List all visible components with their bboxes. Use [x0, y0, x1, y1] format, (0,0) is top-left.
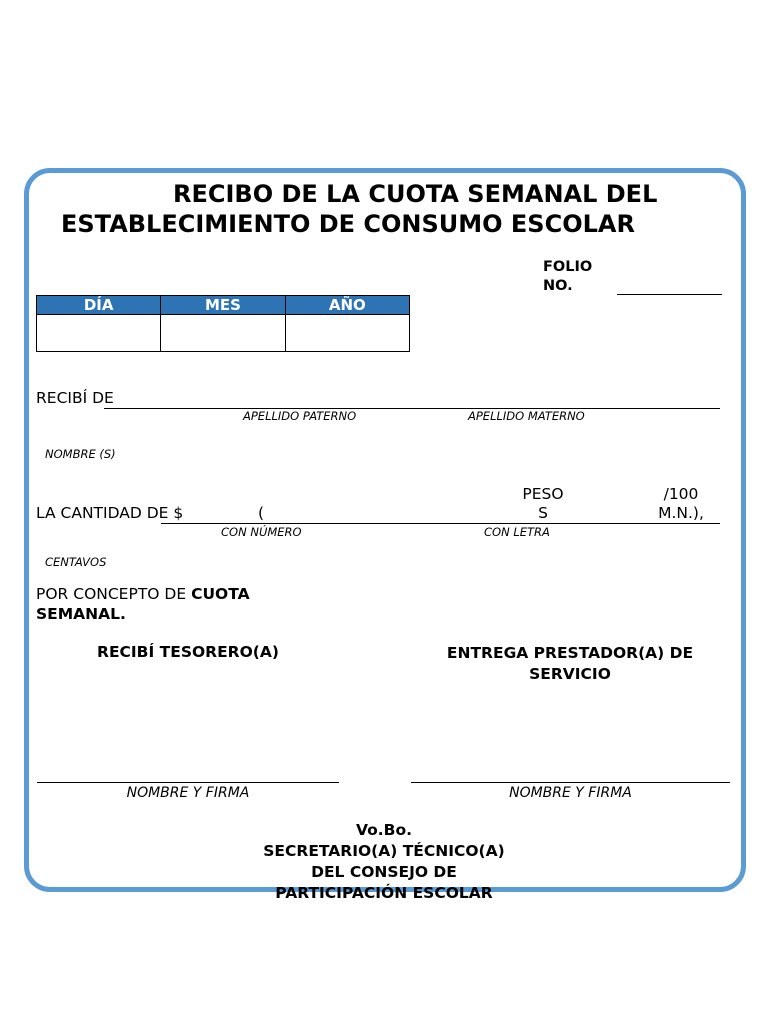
sig-right-heading [410, 643, 730, 685]
title-line-1: RECIBO DE LA CUOTA SEMANAL DEL [173, 180, 658, 208]
caption-con-numero: CON NÚMERO [221, 525, 302, 539]
amount-cents-line-1: /100 [663, 485, 699, 503]
sig-left-caption: NOMBRE Y FIRMA [126, 785, 250, 801]
sig-right-heading-line-1: ENTREGA PRESTADOR(A) DE [446, 644, 694, 662]
folio-line[interactable] [617, 294, 722, 295]
sig-right-heading-line-2: SERVICIO [529, 665, 611, 683]
sig-right-caption: NOMBRE Y FIRMA [509, 785, 632, 801]
amount-cents-label [650, 485, 712, 523]
folio-label-line-1: FOLIO [543, 259, 593, 275]
concept-bold-2: SEMANAL. [36, 605, 126, 623]
amount-line[interactable] [161, 523, 720, 524]
date-header-year: AÑO [285, 296, 409, 315]
vobo-line-4: PARTICIPACIÓN ESCOLAR [275, 884, 493, 902]
receipt-frame [24, 168, 746, 892]
date-cell-month[interactable] [161, 315, 285, 352]
vobo-line-3: DEL CONSEJO DE [311, 863, 457, 881]
received-from-label: RECIBÍ DE [36, 389, 114, 407]
date-table [36, 295, 410, 352]
title-line-2: ESTABLECIMIENTO DE CONSUMO ESCOLAR [61, 210, 635, 238]
caption-centavos: CENTAVOS [45, 555, 107, 569]
date-header-month: MES [161, 296, 285, 315]
caption-nombre: NOMBRE (S) [45, 447, 116, 461]
date-cell-day[interactable] [37, 315, 161, 352]
caption-apellido-materno: APELLIDO MATERNO [468, 409, 585, 423]
sig-left-line[interactable] [37, 782, 339, 783]
concept-bold-1: CUOTA [191, 585, 250, 603]
sig-right-line[interactable] [411, 782, 730, 783]
date-header-day: DÍA [37, 296, 161, 315]
concept-prefix: POR CONCEPTO DE [36, 585, 192, 603]
folio-label-line-2: NO. [543, 278, 573, 294]
amount-pesos-line-2: S [538, 504, 548, 522]
vobo-block [184, 820, 584, 904]
vobo-line-2: SECRETARIO(A) TÉCNICO(A) [263, 842, 505, 860]
folio-label [543, 258, 592, 296]
vobo-line-1: Vo.Bo. [355, 821, 413, 839]
amount-pesos-line-1: PESO [522, 485, 564, 503]
caption-apellido-paterno: APELLIDO PATERNO [243, 409, 357, 423]
caption-con-letra: CON LETRA [484, 525, 550, 539]
received-from-line[interactable] [104, 408, 720, 409]
amount-cents-line-2: M.N.), [658, 504, 704, 522]
concept-text [36, 584, 250, 624]
date-cell-year[interactable] [285, 315, 409, 352]
amount-open-paren: ( [258, 504, 265, 522]
sig-left-heading: RECIBÍ TESORERO(A) [97, 643, 279, 661]
amount-pesos-label [513, 485, 573, 523]
amount-label: LA CANTIDAD DE $ [36, 504, 184, 522]
